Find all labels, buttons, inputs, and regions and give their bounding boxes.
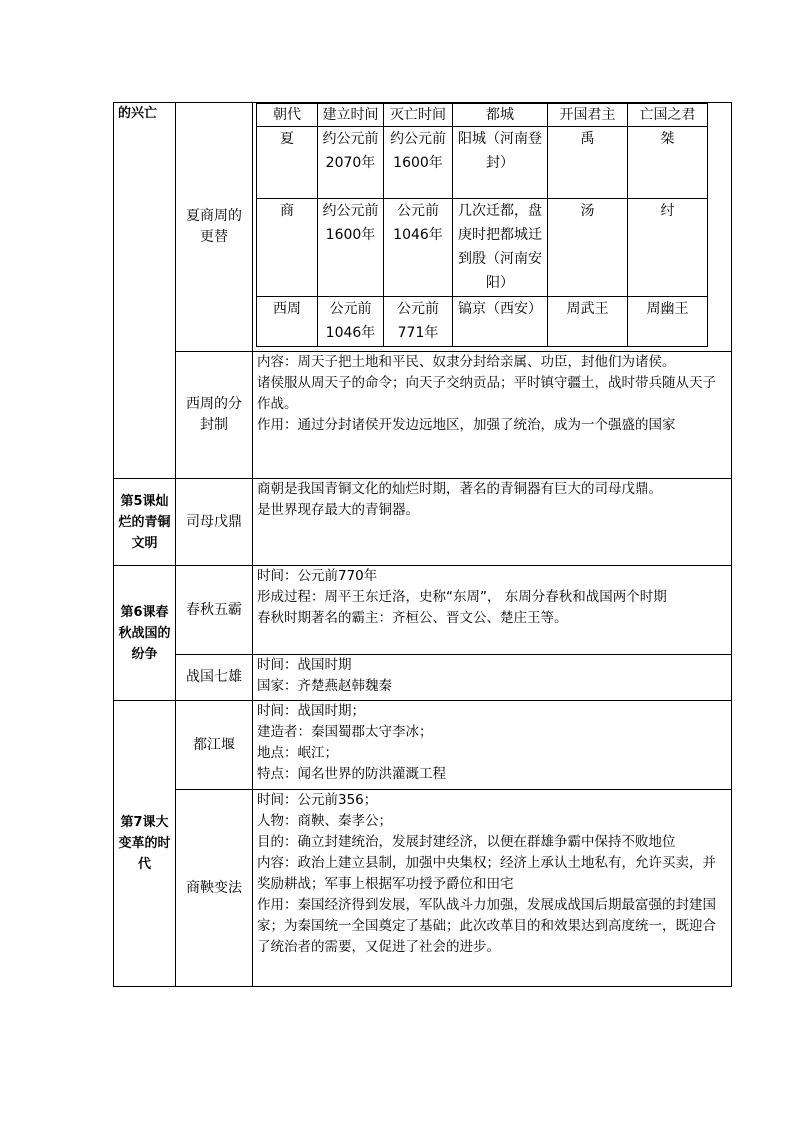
lesson-cell-6 [114, 566, 176, 701]
topic-cell-dujiangyan [176, 701, 253, 790]
content-line: 地点：岷江； [257, 745, 338, 761]
topic-cell-simuwu [176, 479, 253, 566]
dynasty-row-xia [257, 127, 708, 199]
topic-cell-fenfeng [176, 352, 253, 479]
cell-dynasty: 夏 [257, 127, 318, 199]
content-line: 是世界现存最大的青铜器。 [257, 502, 419, 518]
lesson-title: 第6课春秋战国的纷争 [118, 604, 171, 662]
topic-cell-shangyang [176, 790, 253, 987]
content-line: 时间：公元前356； [257, 792, 378, 808]
cell-founded: 约公元前1600年 [318, 199, 384, 297]
content-line: 时间：公元前770年 [257, 568, 378, 584]
topic-title: 春秋五霸 [186, 601, 242, 618]
dynasty-table [256, 103, 708, 347]
cell-last-ruler: 纣 [628, 199, 708, 297]
content-line: 作用：秦国经济得到发展，军队战斗力加强，发展成战国后期最富强的封建国家；为秦国统一全国奠定了基础；此次改革目的和效果达到高度统一，既迎合了统治者的需要，又促进了社会的进步。 [257, 897, 716, 955]
fenfeng-line: 诸侯服从周天子的命令；向天子交纳贡品；平时镇守疆土，战时带兵随从天子作战。 [257, 375, 716, 412]
cell-founder: 周武王 [548, 297, 628, 347]
topic-title: 夏商周的更替 [186, 208, 242, 245]
content-line: 内容：政治上建立县制，加强中央集权；经济上承认土地私有，允许买卖，并奖励耕战；军事上根据军功授予爵位和田宅 [257, 855, 716, 892]
lesson-cell-dynasties [114, 103, 176, 479]
row-lesson-7-dujiangyan [114, 701, 732, 790]
cell-last-ruler: 周幽王 [628, 297, 708, 347]
cell-fallen: 公元前1046年 [384, 199, 453, 297]
cell-capital: 阳城（河南登封） [453, 127, 548, 199]
header-last-ruler: 亡国之君 [628, 104, 708, 127]
chunqiu-content [253, 566, 732, 655]
content-line: 商朝是我国青铜文化的灿烂时期，著名的青铜器有巨大的司母戊鼎。 [257, 481, 662, 497]
cell-last-ruler: 桀 [628, 127, 708, 199]
zhanguo-content [253, 655, 732, 701]
content-line: 人物：商鞅、秦孝公； [257, 813, 392, 829]
lesson-cell-7 [114, 701, 176, 987]
topic-cell-zhanguo [176, 655, 253, 701]
topic-title: 都江堰 [193, 736, 235, 753]
cell-fallen: 约公元前1600年 [384, 127, 453, 199]
dynasty-row-xizhou [257, 297, 708, 347]
dynasty-table-header-row [257, 104, 708, 127]
lesson-title: 第5课灿烂的青铜文明 [118, 493, 171, 551]
dynasty-table-cell [253, 103, 732, 352]
content-line: 国家：齐楚燕赵韩魏秦 [257, 678, 392, 694]
content-line: 春秋时期著名的霸主：齐桓公、晋文公、楚庄王等。 [257, 610, 568, 626]
fenfeng-content [253, 352, 732, 479]
topic-cell-dynasty-succession [176, 103, 253, 352]
topic-title: 商鞅变法 [186, 879, 242, 896]
header-founded: 建立时间 [318, 104, 384, 127]
lesson-title: 第7课大变革的时代 [118, 815, 171, 872]
dujiangyan-content [253, 701, 732, 790]
cell-founder: 汤 [548, 199, 628, 297]
row-lesson-6-chunqiu [114, 566, 732, 655]
content-line: 建造者：秦国蜀郡太守李冰； [257, 724, 433, 740]
row-xia-shang-zhou-dynasties [114, 103, 732, 352]
history-summary-table [113, 102, 732, 987]
fenfeng-line: 作用：通过分封诸侯开发边远地区，加强了统治，成为一个强盛的国家 [257, 417, 676, 433]
content-line: 时间：战国时期； [257, 703, 365, 719]
content-line: 目的：确立封建统治，发展封建经济，以便在群雄争霸中保持不败地位 [257, 834, 676, 850]
shangyang-content [253, 790, 732, 987]
cell-fallen: 公元前771年 [384, 297, 453, 347]
cell-founded: 公元前1046年 [318, 297, 384, 347]
content-line: 时间：战国时期 [257, 657, 352, 673]
header-dynasty: 朝代 [257, 104, 318, 127]
cell-capital: 几次迁都，盘庚时把都城迁到殷（河南安阳） [453, 199, 548, 297]
header-founder: 开国君主 [548, 104, 628, 127]
cell-capital: 镐京（西安） [453, 297, 548, 347]
lesson-cell-5 [114, 479, 176, 566]
header-fallen: 灭亡时间 [384, 104, 453, 127]
cell-founder: 禹 [548, 127, 628, 199]
row-lesson-5 [114, 479, 732, 566]
header-capital: 都城 [453, 104, 548, 127]
cell-founded: 约公元前2070年 [318, 127, 384, 199]
topic-title: 西周的分封制 [186, 396, 242, 433]
cell-dynasty: 西周 [257, 297, 318, 347]
row-lesson-7-shangyang [114, 790, 732, 987]
content-line: 形成过程：周平王东迁洛，史称“东周”， 东周分春秋和战国两个时期 [257, 589, 667, 605]
row-xizhou-fenfeng [114, 352, 732, 479]
lesson-title: 的兴亡 [118, 106, 158, 121]
topic-cell-chunqiu [176, 566, 253, 655]
topic-title: 司母戊鼎 [186, 513, 242, 530]
dynasty-row-shang [257, 199, 708, 297]
topic-title: 战国七雄 [186, 669, 242, 685]
simuwu-content [253, 479, 732, 566]
content-line: 特点：闻名世界的防洪灌溉工程 [257, 766, 446, 782]
cell-dynasty: 商 [257, 199, 318, 297]
row-lesson-6-zhanguo [114, 655, 732, 701]
fenfeng-line: 内容：周天子把土地和平民、奴隶分封给亲属、功臣，封他们为诸侯。 [257, 354, 676, 370]
